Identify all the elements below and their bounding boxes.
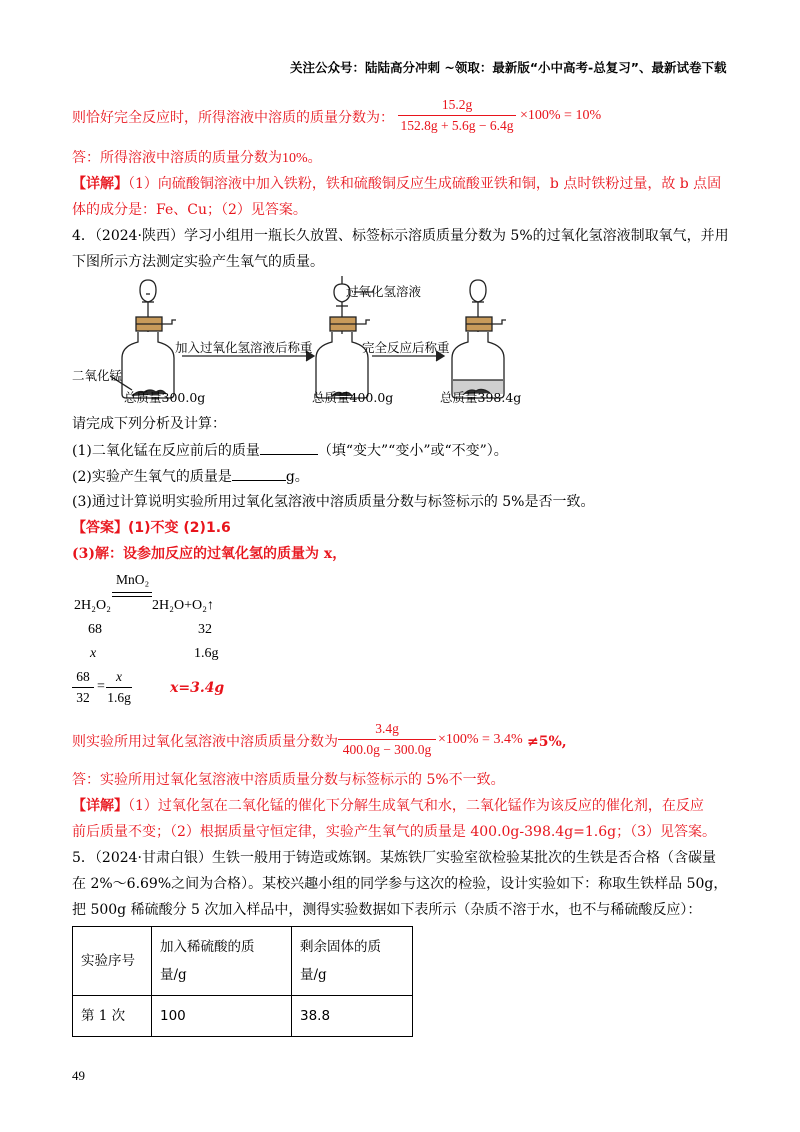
q5-stem-line3: 把 500g 稀硫酸分 5 次加入样品中，测得实验数据如下表所示（杂质不溶于水，也不与稀硫酸反应）： — [72, 902, 702, 918]
q3-detail-line2: 体的成分是：Fe、Cu；（2）见答案。 — [72, 202, 307, 218]
calc-prefix: 则实验所用过氧化氢溶液中溶质质量分数为 — [72, 734, 338, 750]
q4-part1-text: (1)二氧化锰在反应前后的质量 — [72, 443, 260, 459]
q3-answer — [72, 148, 322, 169]
header-mass-solid: 剩余固体的质量/g — [300, 939, 381, 983]
equation-left: 2H₂O₂ — [74, 598, 111, 613]
q4-part1 — [72, 440, 508, 461]
q4-stem-line2: 下图所示方法测定实验产生氧气的质量。 — [72, 254, 324, 270]
mass-label-1: 总质量300.0g — [124, 390, 206, 405]
q4-part2-unit: g。 — [285, 469, 309, 485]
q4-answer-tag: 【答案】 — [72, 520, 128, 536]
q3-frac-num: 15.2g — [441, 97, 473, 112]
q4-part3: (3)通过计算说明实验所用过氧化氢溶液中溶质质量分数与标签标示的 5%是否一致。 — [72, 494, 595, 510]
prop-num-right: x — [116, 669, 122, 684]
arrow1-label: 加入过氧化氢溶液后称重 — [175, 340, 313, 355]
mno2-label: 二氧化锰 — [72, 368, 123, 383]
q5-data-table — [72, 926, 413, 1037]
q4-detail-text1: （1）过氧化氢在二氧化锰的催化下分解生成氧气和水，二氧化锰作为该反应的催化剂，在反应 — [128, 798, 704, 814]
molar-mass-o2: 32 — [198, 622, 212, 637]
table-cell: 100 — [152, 996, 292, 1037]
q4-part1-hint: （填“变大”“变小”或“不变”）。 — [317, 443, 508, 459]
table-row — [73, 996, 413, 1037]
prop-num-left: 68 — [76, 669, 90, 684]
mass-label-3: 总质量398.4g — [440, 390, 522, 405]
q3-detail-tag: 【详解】 — [72, 176, 128, 192]
q4-prompt: 请完成下列分析及计算： — [72, 416, 226, 432]
q4-detail-line1 — [72, 796, 704, 816]
calc-neq: ≠5%, — [527, 734, 567, 750]
calc-tail: ×100% = 3.4% — [438, 732, 523, 747]
proportion-equals: = — [97, 679, 105, 694]
q4-part2-blank — [232, 466, 286, 481]
q3-frac-den: 152.8g + 5.6g − 6.4g — [400, 118, 514, 133]
q4-solution-intro: (3)解：设参加反应的过氧化氢的质量为 x， — [72, 546, 347, 562]
q4-part2 — [72, 466, 309, 487]
q3-detail-text1: （1）向硫酸铜溶液中加入铁粉，铁和硫酸铜反应生成硫酸亚铁和铜，b 点时铁粉过量，故 b 点固 — [128, 176, 722, 192]
header-banner: 关注公众号：陆陆高分冲刺 ~领取：最新版“小中高考-总复习”、最新试卷下载 — [290, 60, 727, 75]
prop-den-right: 1.6g — [107, 690, 131, 705]
flask-3 — [452, 280, 506, 398]
calc-fraction — [338, 720, 436, 759]
q3-answer-value: 10% — [282, 151, 308, 166]
q4-answer — [72, 518, 231, 538]
mass-label-2: 总质量400.0g — [312, 390, 394, 405]
calc-den: 400.0g − 300.0g — [342, 742, 432, 757]
proportion-left — [72, 668, 94, 707]
funnel-label: 过氧化氢溶液 — [346, 284, 422, 299]
unknown-x: x — [90, 646, 97, 661]
proportion-right — [106, 668, 132, 707]
q3-answer-suffix: 。 — [307, 150, 322, 166]
table-cell: 第 1 次 — [73, 996, 152, 1037]
table-header-cell: 实验序号 — [73, 927, 152, 996]
q3-frac-tail: ×100% = 10% — [520, 108, 602, 123]
q5-stem-line2: 在 2%～6.69%之间为合格）。某校兴趣小组的同学参与这次的检验，设计实验如下：称取生铁样品 50g， — [72, 876, 728, 892]
catalyst-label: MnO₂ — [116, 572, 150, 587]
molar-mass-h2o2: 68 — [88, 622, 102, 637]
table-header-cell — [152, 927, 292, 996]
equation-right: 2H₂O+O₂↑ — [152, 598, 214, 613]
q4-part1-blank — [260, 440, 318, 455]
table-header-row — [73, 927, 413, 996]
q4-conclusion: 答：实验所用过氧化氢溶液中溶质质量分数与标签标示的 5%不一致。 — [72, 772, 505, 788]
x-result: x=3.4g — [170, 680, 225, 696]
q3-fraction — [398, 96, 516, 135]
q3-answer-prefix: 答：所得溶液中溶质的质量分数为 — [72, 150, 282, 166]
table-header-cell — [292, 927, 413, 996]
q3-detail-line1 — [72, 174, 721, 194]
q4-part2-text: (2)实验产生氧气的质量是 — [72, 469, 232, 485]
arrow2-label: 完全反应后称重 — [362, 340, 450, 355]
q4-stem-line1: 4．（2024·陕西）学习小组用一瓶长久放置、标签标示溶质质量分数为 5%的过氧化氢溶液制取氧气，并用 — [72, 228, 729, 244]
table-cell: 38.8 — [292, 996, 413, 1037]
reaction-equal-sign — [112, 592, 152, 597]
q5-stem-line1: 5．（2024·甘肃白银）生铁一般用于铸造或炼钢。某炼铁厂实验室欲检验某批次的生铁是否合格（含碳量 — [72, 850, 716, 866]
calc-num: 3.4g — [375, 721, 399, 736]
q4-detail-line2: 前后质量不变；（2）根据质量守恒定律，实验产生氧气的质量是 400.0g-398.4g=1.6g；（3）见答案。 — [72, 824, 717, 840]
header-mass-acid: 加入稀硫酸的质量/g — [160, 939, 255, 983]
q3-result-intro: 则恰好完全反应时，所得溶液中溶质的质量分数为： — [72, 110, 394, 126]
q4-detail-tag: 【详解】 — [72, 798, 128, 814]
prop-den-left: 32 — [76, 690, 90, 705]
page-number: 49 — [72, 1068, 85, 1083]
oxygen-mass: 1.6g — [194, 646, 219, 661]
q4-answer-text: (1)不变 (2)1.6 — [128, 520, 231, 536]
